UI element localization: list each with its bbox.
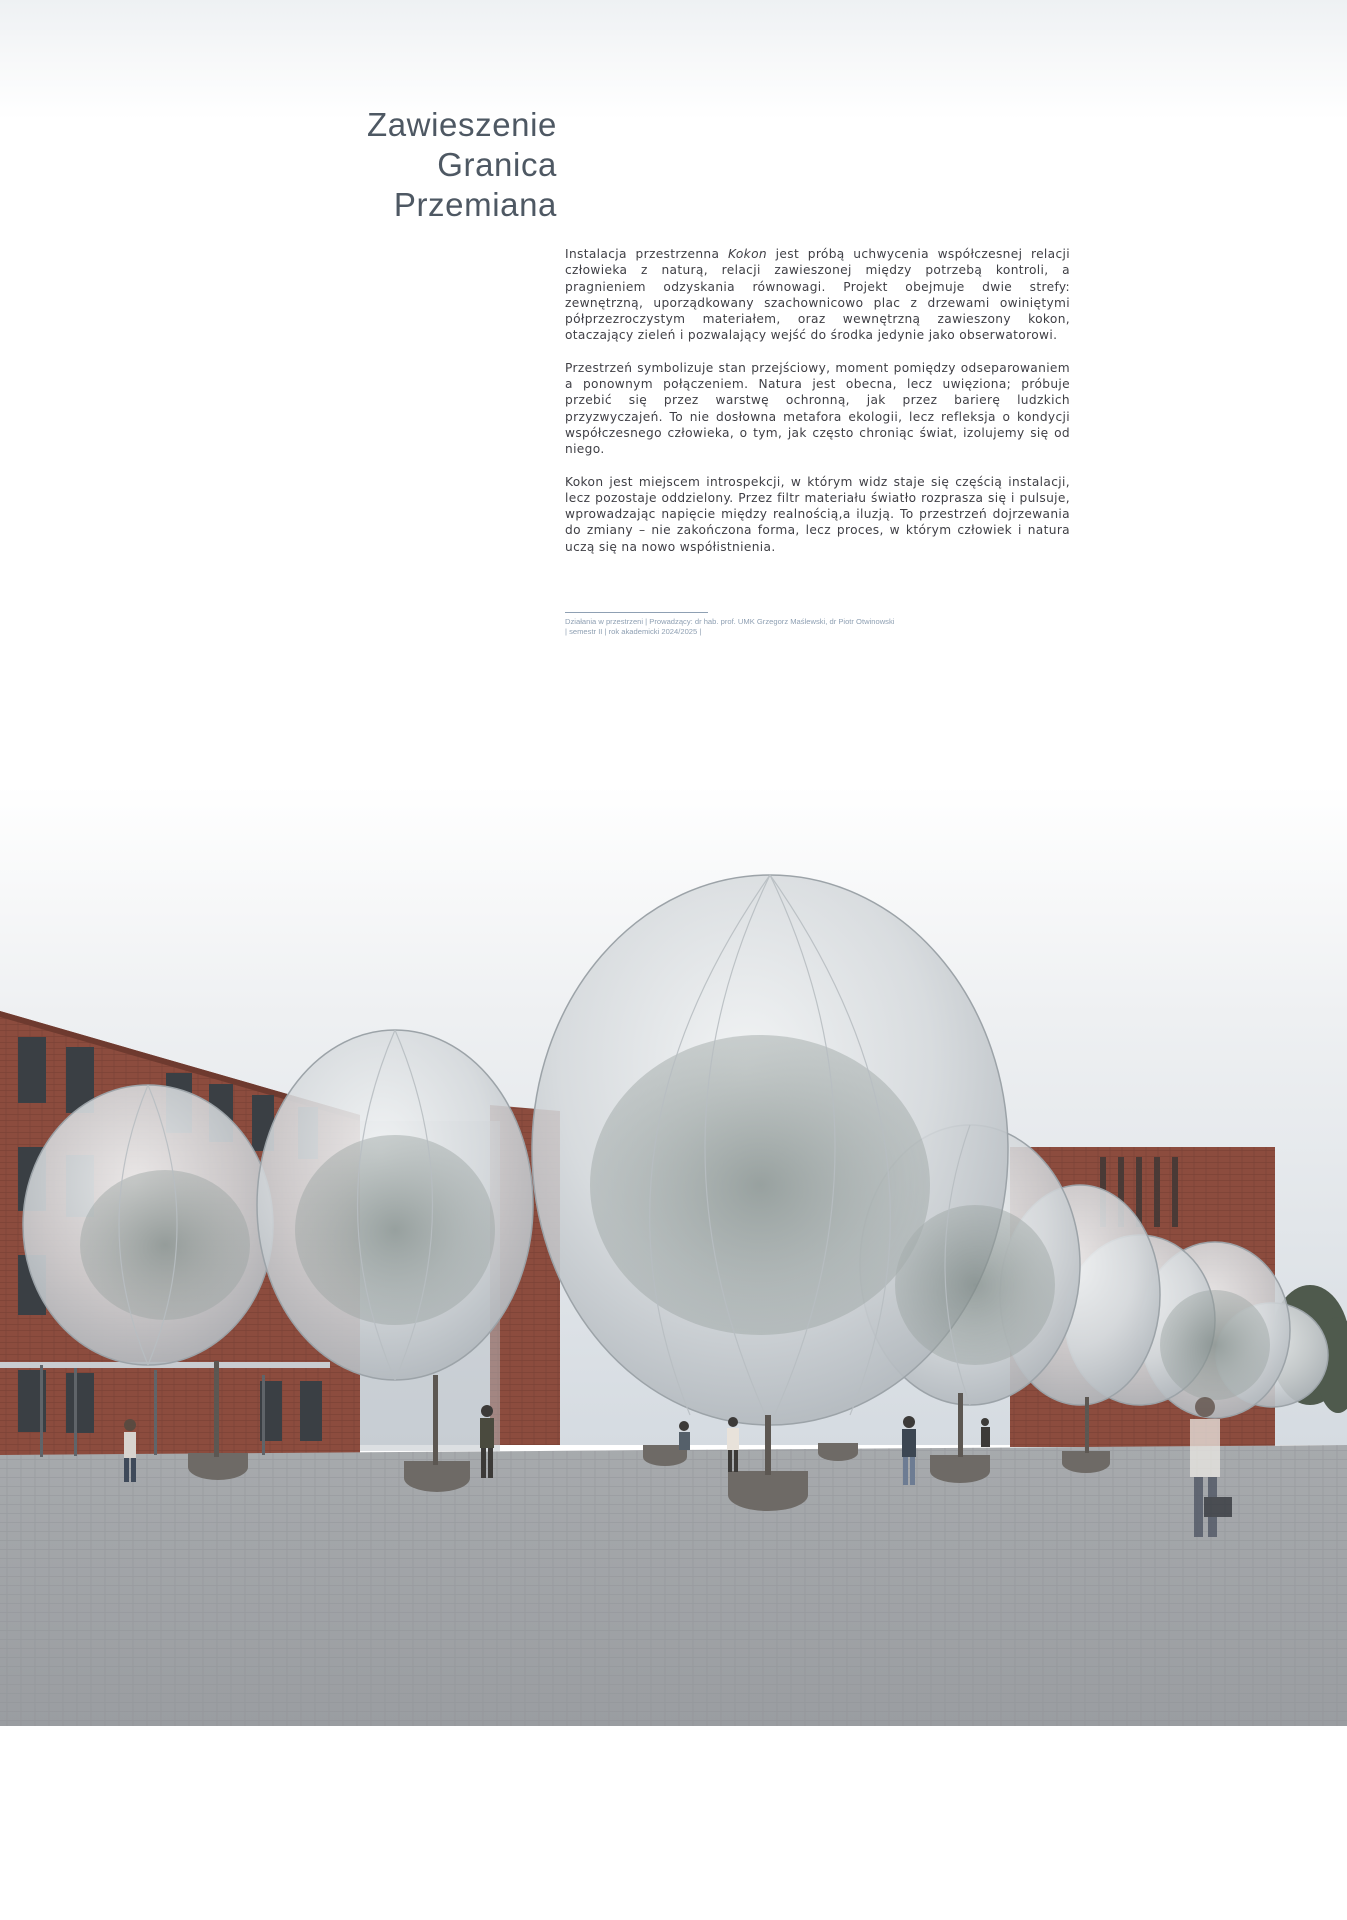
paragraph-2: Przestrzeń symbolizuje stan przejściowy, moment pomiędzy odseparowaniem a ponownym połączeniem. Natura jest obecna, lecz uwięziona; próbuje przebić się przez warstwę ochronną, jak przez barierę ludzkich przyzwyczajeń. To nie dosłowna metafora ekologii, lecz refleksja o kondycji współczesnego człowieka, o tym, jak często chroniąc świat, izolujemy się od niego. xyxy=(565,360,1070,457)
credits-line-1: Działania w przestrzeni | Prowadzący: dr hab. prof. UMK Grzegorz Maślewski, dr Piotr Otwinowski xyxy=(565,617,895,626)
description-text xyxy=(565,246,1070,571)
page-title xyxy=(367,105,557,225)
title-line-3: Przemiana xyxy=(393,186,557,223)
person-far-right xyxy=(981,1418,990,1447)
credits-line-2: | semestr II | rok akademicki 2024/2025 | xyxy=(565,627,702,636)
project-name-italic: Kokon xyxy=(727,247,767,261)
credits-divider xyxy=(565,612,708,613)
paragraph-1 xyxy=(565,246,1070,344)
paragraph-1-rest: jest próbą uchwycenia współczesnej relacji człowieka z naturą, relacji zawieszonej między potrzebą kontroli, a pragnieniem odzyskania równowagi. Projekt obejmuje dwie strefy: zewnętrzną, uporządkowany szachownicowo plac z drzewami owiniętymi półprzezroczystym materiałem, oraz wewnętrzną zawieszony kokon, otaczający zieleń i pozwalający wejść do środka jedynie jako obserwatorowi. xyxy=(565,247,1070,343)
course-credits xyxy=(565,612,894,637)
architectural-render xyxy=(0,785,1347,1726)
title-line-1: Zawieszenie xyxy=(366,106,557,143)
cobblestone-plaza xyxy=(0,1445,1347,1726)
title-line-2: Granica xyxy=(437,146,557,183)
paragraph-3: Kokon jest miejscem introspekcji, w którym widz staje się częścią instalacji, lecz pozostaje oddzielony. Przez filtr materiału światło rozprasza się i pulsuje, wprowadzając napięcie między realnością,a iluzją. To przestrzeń dojrzewania do zmiany – nie zakończona forma, lecz proces, w którym człowiek i natura uczą się na nowo współistnienia. xyxy=(565,474,1070,554)
paragraph-1-start: Instalacja przestrzenna xyxy=(565,247,728,261)
top-haze xyxy=(0,0,1347,120)
person-sitting xyxy=(679,1421,690,1450)
